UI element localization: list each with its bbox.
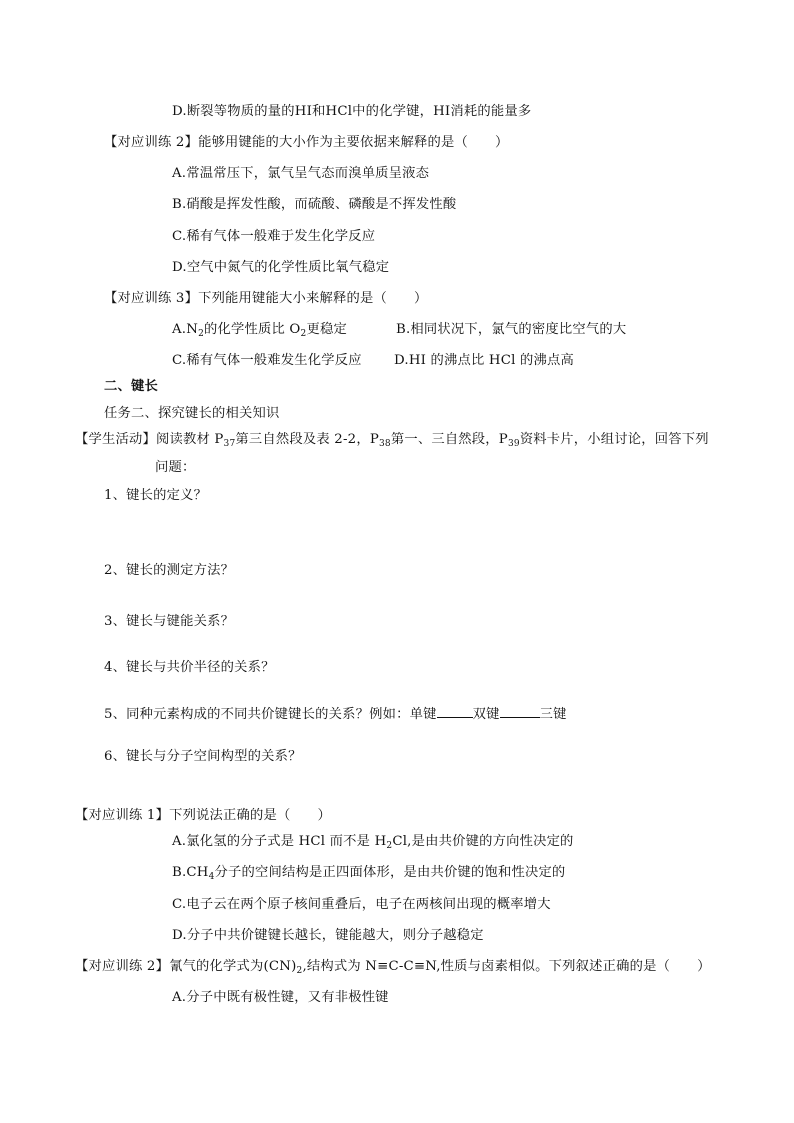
q2-title: 【对应训练 2】能够用键能的大小作为主要依据来解释的是（ ） [104,135,509,150]
question-6: 6、键长与分子空间构型的关系？ [104,749,302,764]
training-1-option-b: $B.CH_4$分子的空间结构是正四面体形，是由共价键的饱和性决定的 [172,865,566,882]
section-heading: 二、键长 [104,379,158,394]
q2-option-c: C.稀有气体一般难于发生化学反应 [172,229,376,244]
question-4: 4、键长与共价半径的关系？ [104,660,275,675]
q3-option-d: D.HI 的沸点比 HCl 的沸点高 [394,353,574,368]
question-3: 3、键长与键能关系？ [104,614,235,629]
q2-option-a: A.常温常压下，氯气呈气态而溴单质呈液态 [172,166,430,181]
q3-title: 【对应训练 3】下列能用键能大小来解释的是（ ） [104,291,428,306]
q3-option-c: C.稀有气体一般难发生化学反应 [172,353,362,368]
q1-option-d: D.断裂等物质的量的HI和HCl中的化学键，HI消耗的能量多 [172,104,532,119]
q2-option-b: B.硝酸是挥发性酸，而硫酸、磷酸是不挥发性酸 [172,197,457,212]
training-2-option-a: A.分子中既有极性键，又有非极性键 [172,990,389,1005]
training-1-title: 【对应训练 1】下列说法正确的是（ ） [75,808,332,823]
fill-blank-2[interactable] [500,705,540,718]
training-1-option-a: A.氯化氢的分子式是 HCl 而不是 $H_2Cl$,是由共价键的方向性决定的 [172,834,574,851]
q3-option-a: $A.N_2$的化学性质比 $O_2$更稳定 [172,322,347,339]
training-1-option-c: C.电子云在两个原子核间重叠后，电子在两核间出现的概率增大 [172,897,551,912]
task-heading: 任务二、探究键长的相关知识 [104,406,280,421]
training-2-title: 【对应训练 2】氰气的化学式为$(CN)_2$,结构式为 N≡C-C≡N,性质与卤素相似。下列叙述正确的是（ ） [75,959,711,976]
question-2: 2、键长的测定方法？ [104,563,235,578]
q3-option-b: B.相同状况下，氯气的密度比空气的大 [396,322,627,337]
question-1: 1、键长的定义？ [104,488,208,503]
question-5: 5、同种元素构成的不同共价键键长的关系？例如：单键 双键 三键 [104,707,567,722]
fill-blank-1[interactable] [437,705,473,718]
q2-option-d: D.空气中氮气的化学性质比氧气稳定 [172,260,390,275]
student-activity: 【学生活动】阅读教材 $P_{37}$第三自然段及表 2-2，$P_{38}$第一、三自然段，$P_{39}$资料卡片，小组讨论，回答下列 [75,432,709,449]
training-1-option-d: D.分子中共价键键长越长，键能越大，则分子越稳定 [172,928,484,943]
student-activity-cont: 问题： [155,460,196,475]
